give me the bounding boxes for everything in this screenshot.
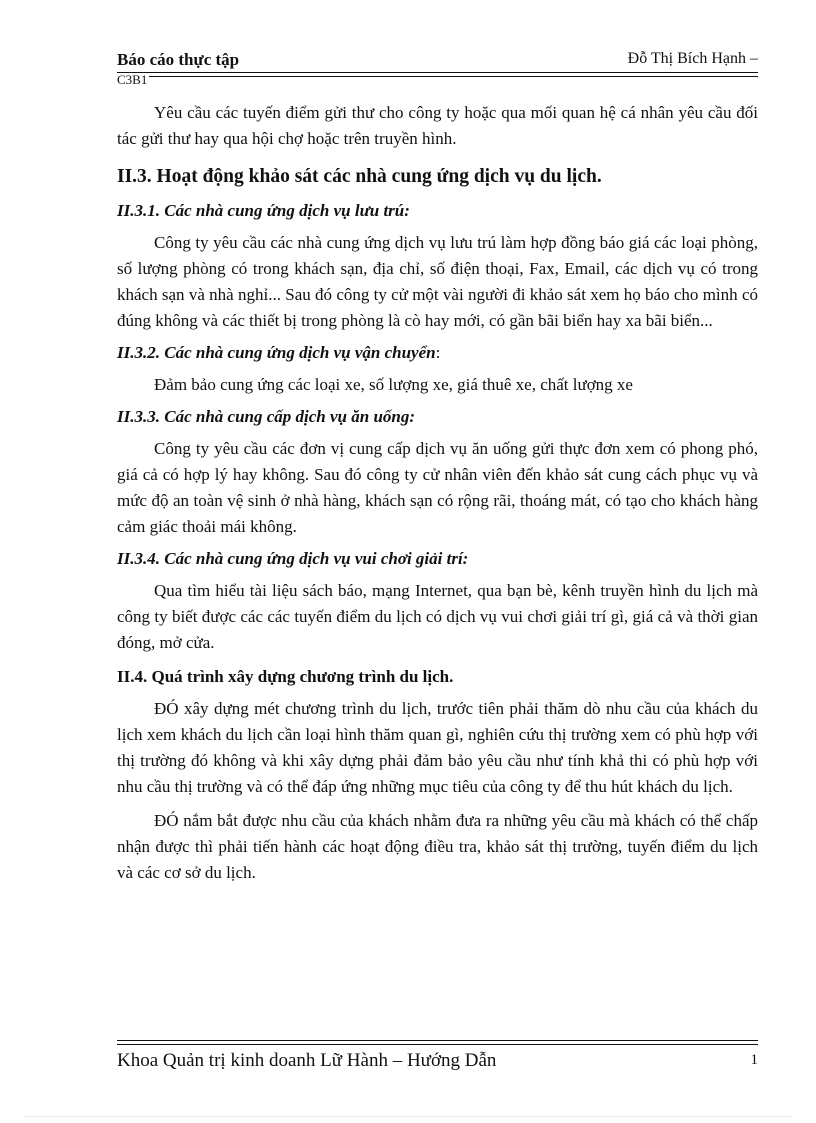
- subsection-heading-colon: :: [435, 343, 441, 362]
- page-footer: [117, 1040, 758, 1080]
- section-heading-2-4: II.4. Quá trình xây dựng chương trình du lịch.: [117, 667, 454, 686]
- subsection-heading-2-3-4: II.3.4. Các nhà cung ứng dịch vụ vui chơi giải trí:: [117, 549, 469, 568]
- document-body: [117, 100, 758, 886]
- paragraph-transport: Đảm bảo cung ứng các loại xe, số lượng xe, giá thuê xe, chất lượng xe: [154, 375, 633, 394]
- page-header: [117, 50, 758, 90]
- header-rule-double: [117, 76, 758, 77]
- paragraph-entertainment: Qua tìm hiểu tài liệu sách báo, mạng Internet, qua bạn bè, kênh truyền hình du lịch mà công ty biết được các các tuyến điểm du lịch có dịch vụ vui chơi giải trí gì, giá cả và thời gian đóng, mở cửa.: [117, 581, 758, 652]
- footer-rule-double: [117, 1044, 758, 1045]
- subsection-heading-2-3-1: II.3.1. Các nhà cung ứng dịch vụ lưu trú:: [117, 201, 410, 220]
- paragraph-food-service: Công ty yêu cầu các đơn vị cung cấp dịch vụ ăn uống gửi thực đơn xem có phong phó, giá cả có hợp lý hay không. Sau đó công ty cử nhân viên đến khảo sát cung cách phục vụ và mức độ an toàn vệ sinh ở nhà hàng, khách sạn có rộng rãi, thoáng mát, có tạo cho khách hàng cảm giác thoải mái không.: [117, 439, 758, 536]
- subsection-heading-2-3-3: II.3.3. Các nhà cung cấp dịch vụ ăn uống:: [117, 407, 416, 426]
- page-bottom-edge: [25, 1116, 791, 1117]
- header-rule: [117, 72, 758, 73]
- subsection-heading-2-3-2: [117, 340, 758, 366]
- footer-rule: [117, 1040, 758, 1041]
- footer-department: Khoa Quản trị kinh doanh Lữ Hành – Hướng Dẫn: [117, 1050, 497, 1071]
- report-title: Báo cáo thực tập: [117, 50, 240, 69]
- intro-paragraph: Yêu cầu các tuyến điểm gửi thư cho công ty hoặc qua mối quan hệ cá nhân yêu cầu đối tác gửi thư hay qua hội chợ hoặc trên truyền hình.: [117, 103, 758, 148]
- class-code: C3B1: [117, 72, 148, 87]
- paragraph-tour-building-1: ĐÓ xây dựng mét chương trình du lịch, trước tiên phải thăm dò nhu cầu của khách du lịch xem khách du lịch cần loại hình thăm quan gì, nghiên cứu thị trường xem có phù hợp với thị trường đó không và khi xây dựng phải đảm bảo yêu cầu như tính khả thi có phù hợp với nhu cầu thị trường và có thể đáp ứng những mục tiêu của công ty để thu hút khách du lịch.: [117, 699, 758, 796]
- paragraph-accommodation: Công ty yêu cầu các nhà cung ứng dịch vụ lưu trú làm hợp đồng báo giá các loại phòng, số lượng phòng có trong khách sạn, địa chỉ, số điện thoại, Fax, Email, các dịch vụ có trong khách sạn và nhà nghỉ... Sau đó công ty cử một vài người đi khảo sát xem họ báo cho mình có đúng không và các thiết bị trong phòng là cò hay mới, có gần bãi biển hay xa bãi biển...: [117, 233, 758, 330]
- page-number: 1: [750, 1052, 758, 1068]
- section-heading-2-3: II.3. Hoạt động khảo sát các nhà cung ứng dịch vụ du lịch.: [117, 166, 602, 187]
- author-name: Đỗ Thị Bích Hạnh –: [627, 50, 758, 67]
- subsection-heading-2-3-2-text: II.3.2. Các nhà cung ứng dịch vụ vận chuyển: [117, 343, 436, 362]
- paragraph-tour-building-2: ĐÓ nắm bắt được nhu cầu của khách nhằm đưa ra những yêu cầu mà khách có thể chấp nhận được thì phải tiến hành các hoạt động điều tra, khảo sát thị trường, tuyến điểm du lịch và các cơ sở du lịch.: [117, 811, 758, 882]
